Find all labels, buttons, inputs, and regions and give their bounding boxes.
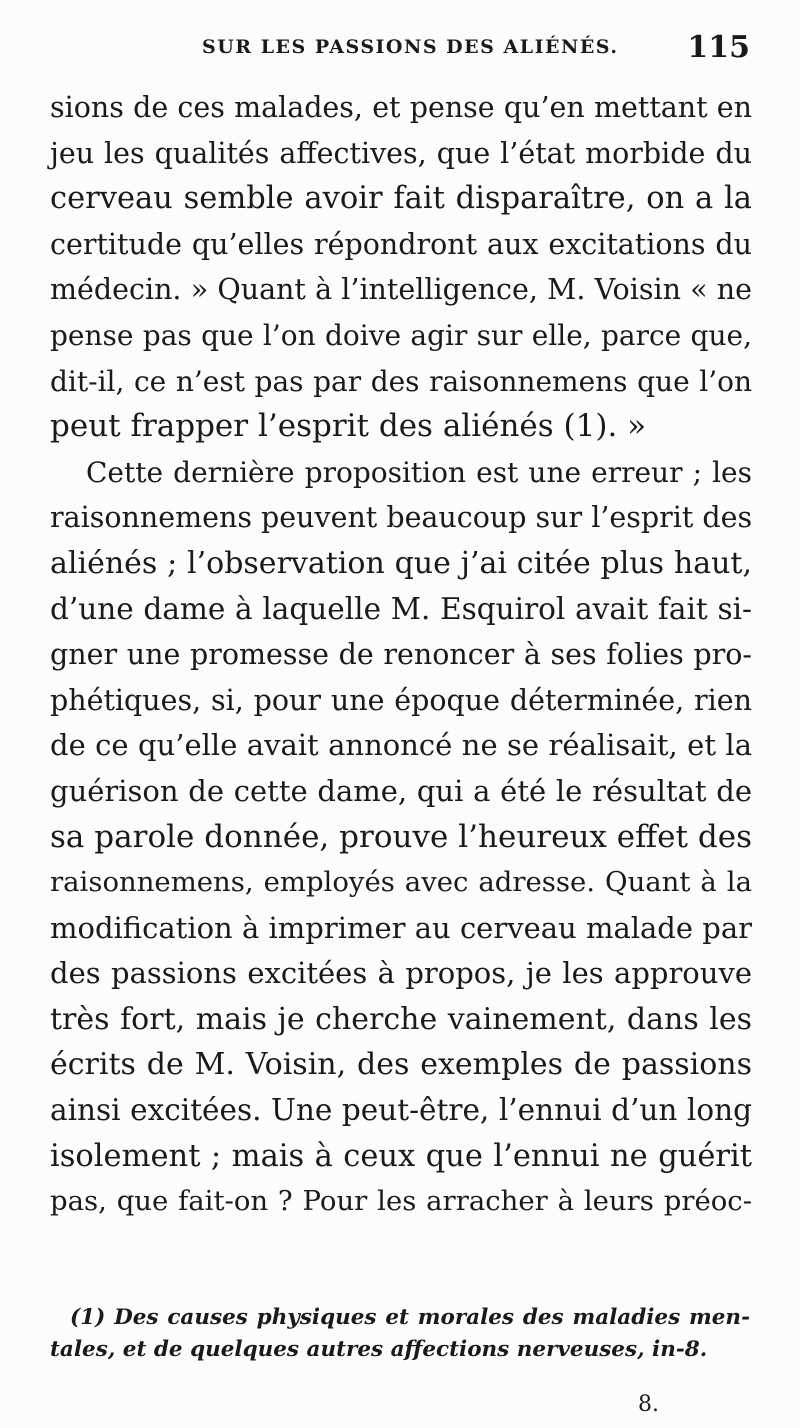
text-line: cerveau semble avoir fait disparaître, on a la	[50, 181, 752, 217]
text-line: très fort, mais je cherche vainement, dans les	[50, 1001, 752, 1037]
text-line: guérison de cette dame, qui a été le résultat de	[50, 773, 752, 808]
text-line: sa parole donnée, prouve l’heureux effet des	[50, 818, 752, 855]
paragraph-end-line: peut frapper l’esprit des aliénés (1). »	[50, 408, 647, 445]
text-line: modification à imprimer au cerveau malade par	[50, 910, 752, 945]
footnotes	[50, 1302, 750, 1366]
paragraph-start-line: Cette dernière proposition est une erreur ; les	[86, 455, 752, 489]
text-line: raisonnemens, employés avec adresse. Quant à la	[50, 866, 752, 899]
text-line: pense pas que l’on doive agir sur elle, parce que,	[50, 318, 752, 352]
text-line: pas, que fait-on ? Pour les arracher à leurs préoc-	[50, 1185, 752, 1218]
text-line: gner une promesse de renoncer à ses folies pro-	[50, 638, 752, 672]
text-line: d’une dame à laquelle M. Esquirol avait fait si-	[50, 591, 752, 626]
text-line: écrits de M. Voisin, des exemples de passions	[50, 1047, 752, 1083]
text-line: certitude qu’elles répondront aux excitations du	[50, 227, 752, 261]
text-line: des passions excitées à propos, je les approuve	[50, 956, 752, 991]
text-line: dit-il, ce n’est pas par des raisonnemens que l’on	[50, 364, 752, 398]
text-line: sions de ces malades, et pense qu’en mettant en	[50, 91, 752, 124]
footnote-line: (1) Des causes physiques et morales des maladies men-	[70, 1305, 750, 1330]
text-line: raisonnemens peuvent beaucoup sur l’esprit des	[50, 501, 753, 535]
text-line: aliénés ; l’observation que j’ai citée plus haut,	[50, 545, 752, 581]
text-line: ainsi excitées. Une peut-être, l’ennui d’un long	[50, 1093, 752, 1128]
text-line: jeu les qualités affectives, que l’état morbide du	[50, 136, 752, 170]
page-header	[50, 30, 750, 70]
running-head: SUR LES PASSIONS DES ALIÉNÉS.	[202, 36, 619, 58]
text-line: de ce qu’elle avait annoncé ne se réalisait, et la	[50, 728, 752, 763]
text-line: phétiques, si, pour une époque déterminée, rien	[50, 683, 752, 717]
signature-mark: 8.	[638, 1392, 659, 1417]
text-line: isolement ; mais à ceux que l’ennui ne guérit	[50, 1138, 752, 1174]
page-number: 115	[687, 30, 750, 65]
footnote-line: tales, et de quelques autres affections nerveuses, in-8.	[50, 1337, 708, 1362]
text-line: médecin. » Quant à l’intelligence, M. Voisin « ne	[50, 273, 752, 307]
main-text	[50, 85, 752, 1225]
